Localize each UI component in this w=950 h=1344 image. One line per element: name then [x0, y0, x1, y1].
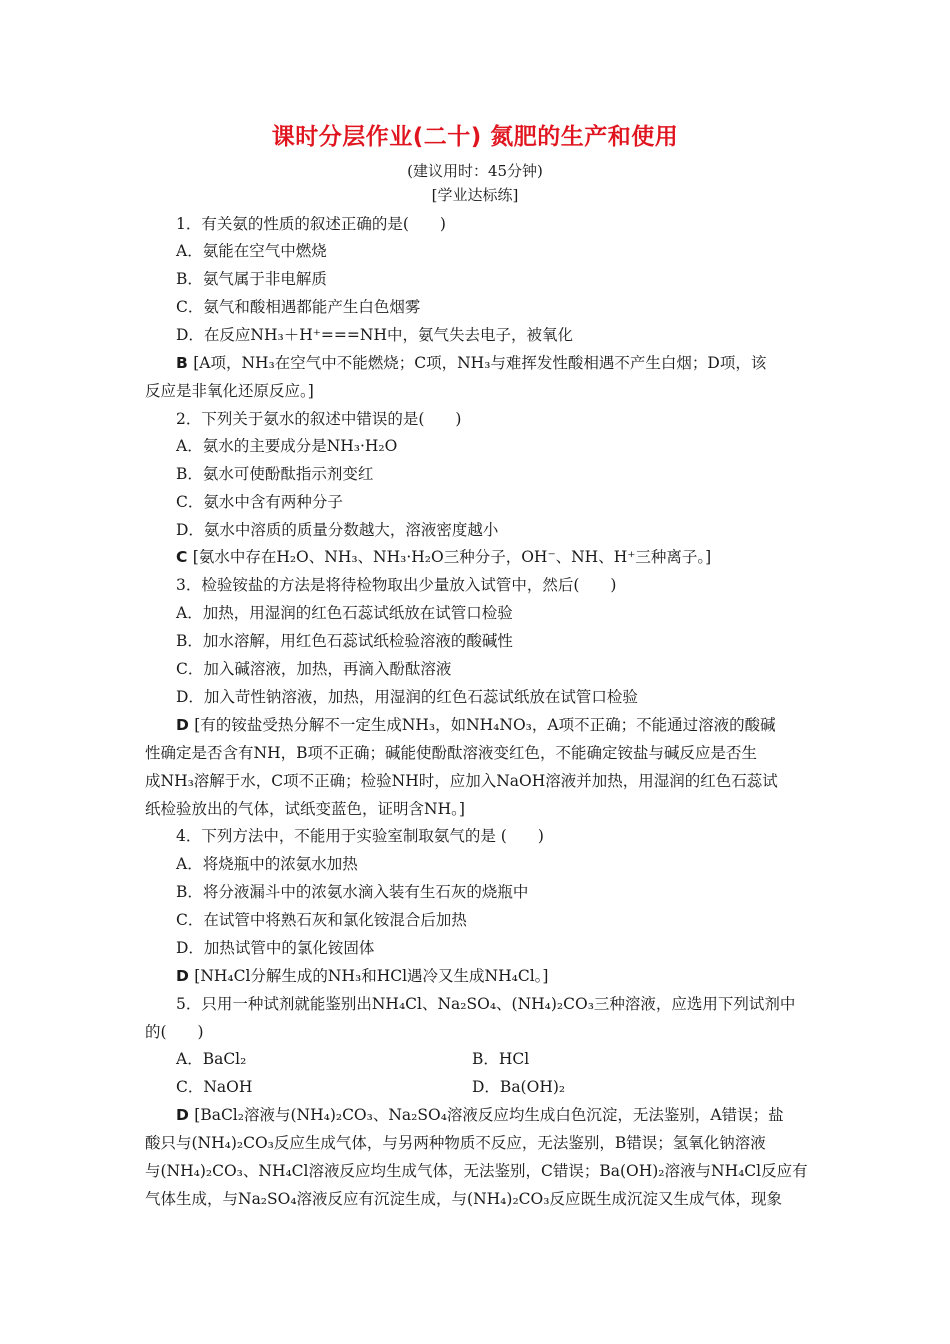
text-line — [176, 630, 810, 652]
line-text: B．加水溶解，用红色石蕊试纸检验溶液的酸碱性 — [176, 632, 513, 650]
line-text: C．NaOH — [176, 1078, 253, 1096]
line-text: 性确定是否含有NH，B项不正确；碱能使酚酞溶液变红色，不能确定铵盐与碱反应是否生 — [145, 744, 757, 762]
answer-line — [176, 1104, 810, 1126]
text-line — [176, 1048, 810, 1070]
line-text: D．在反应NH₃＋H⁺===NH中，氨气失去电子，被氧化 — [176, 326, 573, 344]
line-text: C．加入碱溶液，加热，再滴入酚酞溶液 — [176, 660, 452, 678]
text-line — [176, 463, 810, 485]
text-line — [145, 1188, 810, 1210]
line-text: B．将分液漏斗中的浓氨水滴入装有生石灰的烧瓶中 — [176, 883, 529, 901]
text-line — [145, 1132, 810, 1154]
answer-letter: D — [176, 967, 195, 985]
text-line — [176, 213, 810, 235]
line-text: 酸只与(NH₄)₂CO₃反应生成气体，与另两种物质不反应，无法鉴别，B错误；氢氧化钠溶液 — [145, 1134, 766, 1152]
text-line — [176, 993, 810, 1015]
option-text: B．HCl — [472, 1050, 530, 1068]
line-text: A．加热，用湿润的红色石蕊试纸放在试管口检验 — [176, 604, 513, 622]
answer-letter: D — [176, 1106, 195, 1124]
line-text: C．氨水中含有两种分子 — [176, 493, 343, 511]
text-line — [145, 1021, 810, 1043]
line-text: 2．下列关于氨水的叙述中错误的是( ) — [176, 410, 462, 428]
text-line — [176, 574, 810, 596]
line-text: 与(NH₄)₂CO₃、NH₄Cl溶液反应均生成气体，无法鉴别，C错误；Ba(OH)₂溶液与NH₄Cl反应有 — [145, 1162, 808, 1180]
text-line — [176, 324, 810, 346]
text-line — [145, 770, 810, 792]
line-text: D．氨水中溶质的质量分数越大，溶液密度越小 — [176, 521, 499, 539]
text-line — [176, 909, 810, 931]
page-title: 课时分层作业(二十) 氮肥的生产和使用 — [271, 124, 679, 150]
line-text: 成NH₃溶解于水，C项不正确；检验NH时，应加入NaOH溶液并加热，用湿润的红色石蕊试 — [145, 772, 778, 790]
text-line — [176, 240, 810, 262]
line-text: [有的铵盐受热分解不一定生成NH₃，如NH₄NO₃，A项不正确；不能通过溶液的酸碱 — [194, 716, 776, 734]
line-text: D．加入苛性钠溶液，加热，用湿润的红色石蕊试纸放在试管口检验 — [176, 688, 638, 706]
line-text: B．氨气属于非电解质 — [176, 270, 327, 288]
line-text: 4．下列方法中，不能用于实验室制取氨气的是 ( ) — [176, 827, 544, 845]
line-text: 3．检验铵盐的方法是将待检物取出少量放入试管中，然后( ) — [176, 576, 617, 594]
text-line — [176, 686, 810, 708]
line-text: [A项，NH₃在空气中不能燃烧；C项，NH₃与难挥发性酸相遇不产生白烟；D项，该 — [193, 354, 767, 372]
text-line — [176, 408, 810, 430]
answer-line — [176, 352, 810, 374]
line-text: 1．有关氨的性质的叙述正确的是( ) — [176, 215, 446, 233]
line-text: [BaCl₂溶液与(NH₄)₂CO₃、Na₂SO₄溶液反应均生成白色沉淀，无法鉴别，A错误；盐 — [194, 1106, 784, 1124]
line-text: 的( ) — [145, 1023, 204, 1041]
text-line — [176, 825, 810, 847]
line-text: A．氨能在空气中燃烧 — [176, 242, 327, 260]
answer-line — [176, 965, 810, 987]
answer-letter: D — [176, 716, 195, 734]
line-text: A．将烧瓶中的浓氨水加热 — [176, 855, 358, 873]
line-text: C．氨气和酸相遇都能产生白色烟雾 — [176, 298, 421, 316]
text-line — [176, 853, 810, 875]
text-line — [176, 1076, 810, 1098]
text-line — [145, 798, 810, 820]
text-line — [176, 296, 810, 318]
line-text: 纸检验放出的气体，试纸变蓝色，证明含NH。] — [145, 800, 465, 818]
option-text: D．Ba(OH)₂ — [472, 1078, 566, 1096]
line-text: D．加热试管中的氯化铵固体 — [176, 939, 375, 957]
text-line — [176, 491, 810, 513]
answer-line — [176, 714, 810, 736]
text-line — [176, 268, 810, 290]
line-text: 反应是非氧化还原反应。] — [145, 382, 314, 400]
answer-letter: C — [176, 548, 193, 566]
time-note: (建议用时：45分钟) — [407, 162, 543, 180]
text-line — [176, 435, 810, 457]
line-text: [NH₄Cl分解生成的NH₃和HCl遇冷又生成NH₄Cl。] — [194, 967, 549, 985]
line-text: 5．只用一种试剂就能鉴别出NH₄Cl、Na₂SO₄、(NH₄)₂CO₃三种溶液，应选用下列试剂中 — [176, 995, 796, 1013]
line-text: A．氨水的主要成分是NH₃·H₂O — [176, 437, 398, 455]
text-line — [176, 602, 810, 624]
line-text: [氨水中存在H₂O、NH₃、NH₃·H₂O三种分子，OH⁻、NH、H⁺三种离子。] — [192, 548, 712, 566]
line-text: 气体生成，与Na₂SO₄溶液反应有沉淀生成，与(NH₄)₂CO₃反应既生成沉淀又生成气体，现象 — [145, 1190, 782, 1208]
section-label: [学业达标练] — [431, 186, 519, 204]
text-line — [145, 380, 810, 402]
answer-line — [176, 546, 810, 568]
text-line — [145, 1160, 810, 1182]
text-line — [176, 881, 810, 903]
text-line — [176, 519, 810, 541]
line-text: A．BaCl₂ — [176, 1050, 247, 1068]
line-text: C．在试管中将熟石灰和氯化铵混合后加热 — [176, 911, 467, 929]
text-line — [145, 742, 810, 764]
line-text: B．氨水可使酚酞指示剂变红 — [176, 465, 374, 483]
text-line — [176, 658, 810, 680]
answer-letter: B — [176, 354, 194, 372]
text-line — [176, 937, 810, 959]
